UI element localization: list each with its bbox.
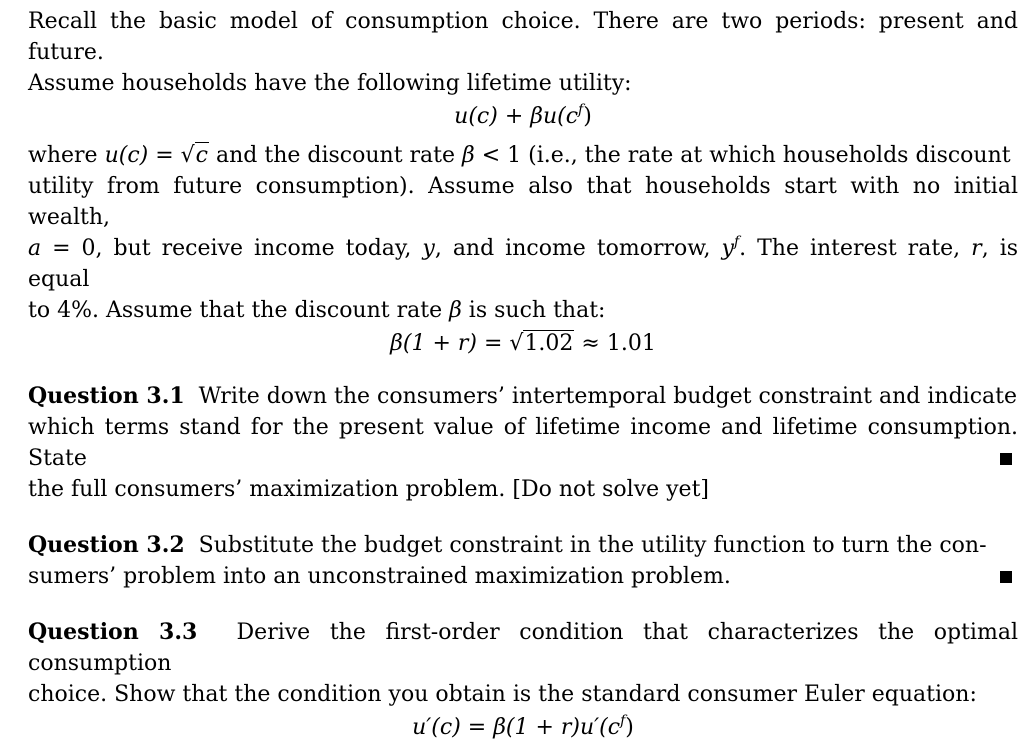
intro-line-2: Assume households have the following lifetime utility: [28, 71, 632, 96]
utility-equation [28, 101, 1018, 132]
utility-equation-body: u(c) + βu(c [454, 104, 579, 129]
question-3-1-line-2: which terms stand for the present value of lifetime income and lifetime consumption. State [28, 415, 1018, 471]
wealth-symbol: a [28, 236, 42, 261]
question-3-1-label: Question 3.1 [28, 383, 185, 409]
assumptions-line-4a: to 4%. Assume that the discount rate [28, 298, 450, 323]
question-3-3-label: Question 3.3 [28, 619, 198, 645]
assumptions-line-3b: , and income tomorrow, [434, 236, 722, 261]
discount-text-2: < 1 (i.e., the rate at which households discount [474, 143, 1011, 168]
income-today-symbol: y [422, 236, 435, 261]
question-3-2-line-1: Substitute the budget constraint in the utility function to turn the con- [198, 533, 987, 558]
income-tomorrow-symbol: y [721, 236, 734, 261]
end-of-question-icon [1000, 571, 1012, 583]
income-tomorrow-superscript: f [733, 234, 740, 250]
intro-paragraph [28, 6, 1018, 99]
question-3-3-text [28, 617, 1018, 710]
sqrt-radicand: 1.02 [524, 331, 574, 356]
discount-equation-rhs: ≈ 1.01 [574, 331, 656, 356]
assumptions-line-4b: is such that: [461, 298, 606, 323]
sqrt-c-radicand: c [195, 143, 208, 168]
assumptions-line-2: utility from future consumption). Assume also that households start with no initial wealth, [28, 174, 1018, 230]
radical-sign-2: √ [509, 331, 524, 356]
assumptions-line-3a: = 0, but receive income today, [41, 236, 423, 261]
question-3-1 [28, 381, 1018, 505]
discount-equation [28, 328, 1018, 359]
beta-symbol: β [462, 143, 475, 168]
question-3-2-line-2: sumers’ problem into an unconstrained maximization problem. [28, 564, 731, 589]
question-3-2-label: Question 3.2 [28, 532, 185, 558]
euler-equation-superscript: f [620, 713, 626, 729]
question-3-3-line-1: Derive the first-order condition that characterizes the optimal consumption [28, 620, 1018, 676]
beta-symbol-2: β [449, 298, 462, 323]
assumptions-paragraph [28, 140, 1018, 326]
assumptions-line-3c: . The interest rate, [739, 236, 972, 261]
question-3-3 [28, 617, 1018, 710]
question-3-2 [28, 530, 1018, 592]
euler-equation [28, 712, 1018, 743]
assumptions-line-3d: , is equal [28, 236, 1019, 292]
intro-line-1: Recall the basic model of consumption choice. There are two periods: present and future. [28, 9, 1018, 65]
question-3-3-line-2: choice. Show that the condition you obtain is the standard consumer Euler equation: [28, 682, 977, 707]
euler-equation-body: u′(c) = β(1 + r)u′(c [412, 715, 621, 740]
sqrt-c [181, 140, 209, 171]
utility-equation-close: ) [583, 104, 592, 129]
interest-symbol: r [971, 236, 982, 261]
equals-text: = [148, 143, 181, 168]
end-of-question-icon [1000, 453, 1012, 465]
question-3-1-line-3: the full consumers’ maximization problem. [Do not solve yet] [28, 477, 710, 502]
euler-equation-close: ) [625, 715, 634, 740]
utility-symbol: u(c) [104, 143, 149, 168]
discount-equation-lhs: β(1 + r) = [390, 331, 510, 356]
document-page [28, 6, 1018, 743]
where-text: where [28, 143, 105, 168]
question-3-2-text [28, 530, 1018, 592]
sqrt-1-02 [509, 328, 574, 359]
discount-text: and the discount rate [209, 143, 463, 168]
utility-equation-superscript: f [578, 102, 584, 118]
question-3-1-text [28, 381, 1018, 505]
radical-sign: √ [180, 143, 195, 168]
question-3-1-line-1: Write down the consumers’ intertemporal budget constraint and indicate [198, 384, 1018, 409]
